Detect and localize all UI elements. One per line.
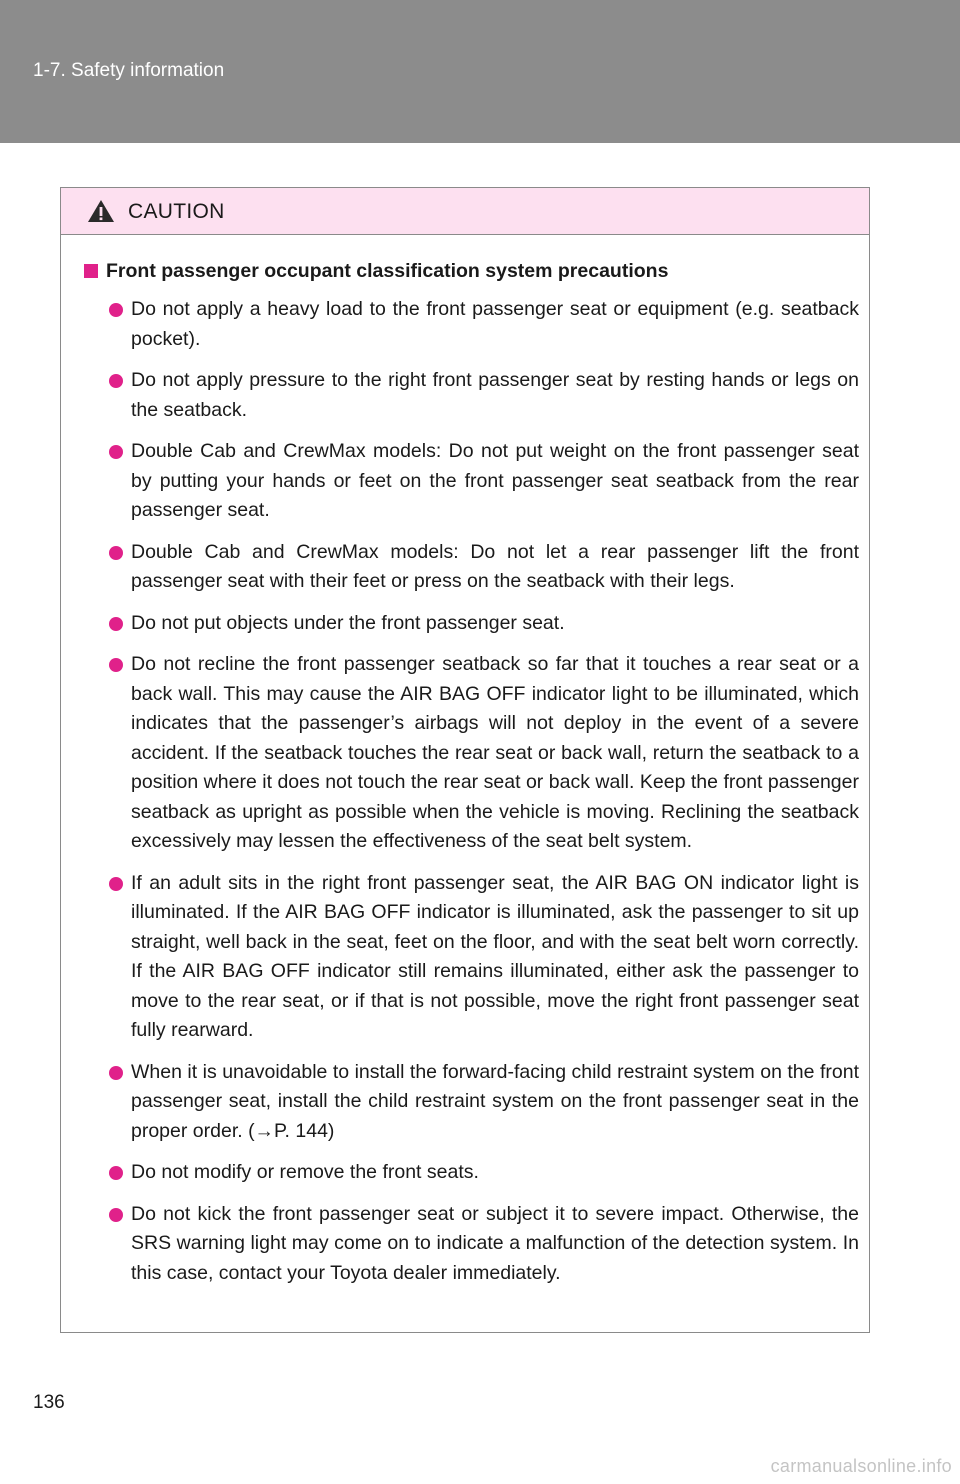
circle-bullet-icon — [109, 1208, 123, 1222]
list-item — [84, 1058, 859, 1147]
caution-box — [60, 187, 870, 1333]
square-bullet-icon — [84, 264, 98, 278]
circle-bullet-icon — [109, 374, 123, 388]
caution-header — [61, 188, 869, 235]
list-item-text: Do not apply a heavy load to the front passenger seat or equipment (e.g. seatback pocket). — [131, 298, 859, 350]
page-header — [0, 0, 960, 143]
circle-bullet-icon — [109, 877, 123, 891]
precautions-heading — [84, 257, 859, 285]
list-item — [84, 1158, 859, 1188]
warning-triangle-icon — [87, 199, 115, 223]
section-title: 1-7. Safety information — [33, 60, 225, 81]
list-item-text: When it is unavoidable to install the forward-facing child restraint system on the front passenger seat, install the child restraint system on the front passenger seat in the proper order. (→P. 144) — [131, 1060, 859, 1142]
list-item — [84, 650, 859, 857]
circle-bullet-icon — [109, 303, 123, 317]
list-item — [84, 366, 859, 425]
circle-bullet-icon — [109, 1166, 123, 1180]
list-item — [84, 609, 859, 639]
circle-bullet-icon — [109, 445, 123, 459]
circle-bullet-icon — [109, 617, 123, 631]
list-item-text: Do not modify or remove the front seats. — [131, 1161, 479, 1183]
circle-bullet-icon — [109, 546, 123, 560]
list-item-text: Double Cab and CrewMax models: Do not let a rear passenger lift the front passenger seat with their feet or press on the seatback with their legs. — [131, 540, 859, 592]
list-item-text: Do not apply pressure to the right front passenger seat by resting hands or legs on the seatback. — [131, 369, 859, 421]
list-item-text: Do not recline the front passenger seatback so far that it touches a rear seat or a back wall. This may cause the AIR BAG OFF indicator light to be illuminated, which indicates that the passenger’s airbags will not deploy in the event of a severe accident. If the seatback touches the rear seat or back wall, return the seatback to a position where it does not touch the rear seat or back wall. Keep the front passenger seatback as upright as possible when the vehicle is moving. Reclining the seatback excessively may lessen the effectiveness of the seat belt system. — [131, 653, 859, 852]
caution-body — [61, 235, 869, 1288]
list-item — [84, 538, 859, 597]
list-item — [84, 869, 859, 1046]
circle-bullet-icon — [109, 1066, 123, 1080]
list-item-text: Do not kick the front passenger seat or subject it to severe impact. Otherwise, the SRS warning light may come on to indicate a malfunction of the detection system. In this case, contact your Toyota dealer immediately. — [131, 1202, 859, 1284]
list-item — [84, 295, 859, 354]
circle-bullet-icon — [109, 658, 123, 672]
list-item — [84, 437, 859, 526]
caution-label: CAUTION — [128, 200, 225, 223]
list-item-text: Do not put objects under the front passenger seat. — [131, 611, 565, 634]
precautions-heading-text: Front passenger occupant classification system precautions — [106, 260, 669, 282]
list-item-text: Double Cab and CrewMax models: Do not put weight on the front passenger seat by putting your hands or feet on the front passenger seat seatback from the rear passenger seat. — [131, 440, 859, 521]
page-number: 136 — [33, 1392, 65, 1413]
precaution-list — [84, 295, 859, 1288]
watermark: carmanualsonline.info — [770, 1456, 952, 1476]
list-item — [84, 1200, 859, 1289]
list-item-text: If an adult sits in the right front passenger seat, the AIR BAG ON indicator light is illuminated. If the AIR BAG OFF indicator is illuminated, ask the passenger to sit up straight, well back in the seat, feet on the floor, and with the seat belt worn correctly. If the AIR BAG OFF indicator still remains illuminated, either ask the passenger to move to the rear seat, or if that is not possible, move the right front passenger seat fully rearward. — [131, 871, 859, 1041]
